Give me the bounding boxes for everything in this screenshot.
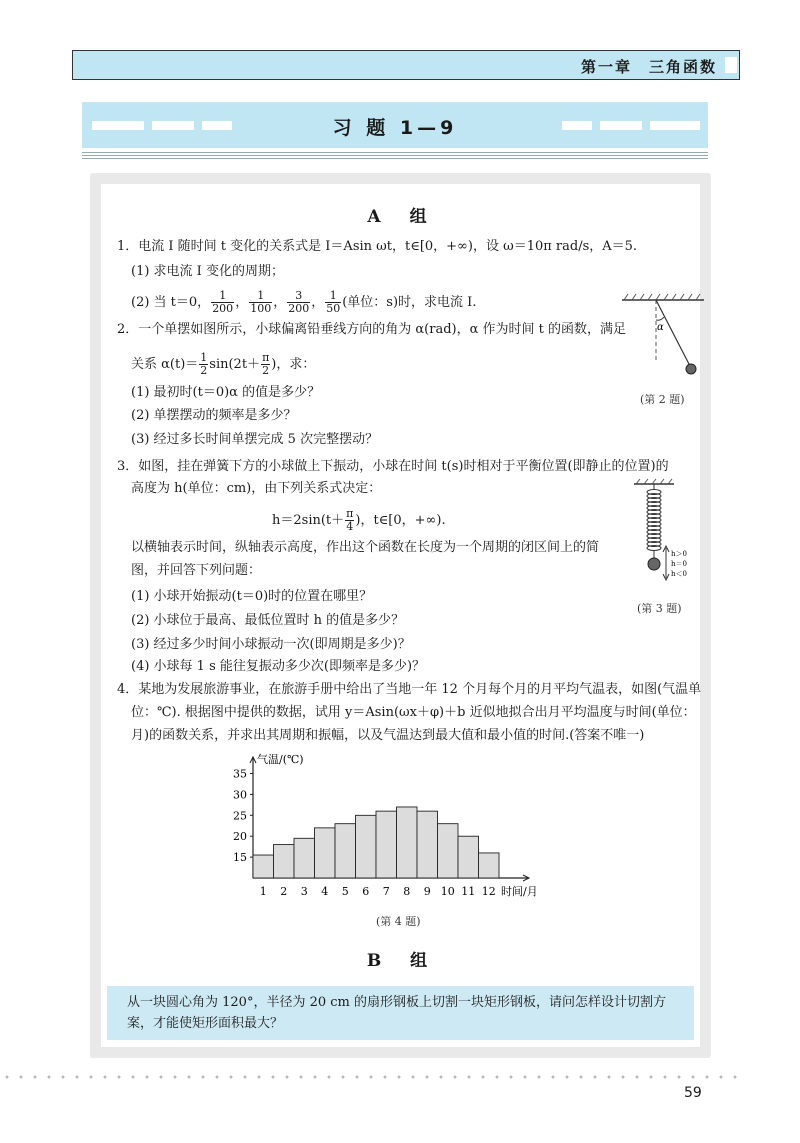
q3-line7: (3) 经过多少时间小球振动一次(即周期是多少)？ — [131, 637, 411, 652]
x-tick-label: 5 — [341, 885, 349, 898]
x-tick-label: 9 — [423, 885, 431, 898]
q3-formula: h＝2sin(t＋ $\frac{\pi}{4}$ )，t∈[0，+∞). — [272, 507, 446, 533]
banner-deco-bar — [562, 121, 592, 130]
chapter-header — [72, 50, 740, 80]
pendulum-figure — [618, 290, 708, 386]
group-b-box — [107, 986, 694, 1040]
q3-line3: 以横轴表示时间，纵轴表示高度，作出这个函数在长度为一个周期的闭区间上的简 — [131, 540, 600, 555]
q4-line3: 月)的函数关系，并求出其周期和振幅，以及气温达到最大值和最小值的时间.(答案不唯一) — [131, 728, 645, 743]
pendulum-string — [656, 300, 690, 366]
label-h-zero: h＝0 — [671, 560, 687, 568]
q1-line1: 1．电流 I 随时间 t 变化的关系式是 I＝Asin ωt，t∈[0，+∞)，设 ω＝10π rad/s，A＝5. — [117, 239, 638, 254]
fraction-1-50: $\frac{1}{50}$ — [326, 289, 341, 315]
pendulum-ball — [686, 364, 696, 374]
y-tick-label: 15 — [233, 851, 247, 865]
exercise-title: 习 题 1—9 — [332, 117, 458, 139]
q3-line8: (4) 小球每 1 s 能往复振动多少次(即频率是多少)？ — [131, 659, 426, 674]
fraction-one-half: $\frac{1}{2}$ — [200, 351, 208, 377]
group-a-title: A 组 — [367, 207, 433, 227]
x-tick-label: 8 — [403, 885, 411, 898]
banner-deco-bar — [650, 121, 700, 130]
x-tick-label: 7 — [382, 885, 390, 898]
q3-line6: (2) 小球位于最高、最低位置时 h 的值是多少？ — [131, 613, 405, 628]
q3-line1: 3．如图，挂在弹簧下方的小球做上下振动，小球在时间 t(s)时相对于平衡位置(即静止的位置)的 — [117, 459, 669, 474]
banner-deco-bar — [600, 121, 642, 130]
banner-rule — [82, 155, 708, 156]
spring-coil — [647, 490, 661, 551]
q3-line5: (1) 小球开始振动(t＝0)时的位置在哪里？ — [131, 589, 373, 604]
bar-month-5 — [335, 824, 356, 878]
q3-line2: 高度为 h(单位：cm)，由下列关系式决定： — [131, 481, 382, 496]
x-tick-label: 4 — [321, 885, 329, 898]
x-tick-label: 3 — [300, 885, 308, 898]
banner-rule — [82, 152, 708, 153]
q1-line3-prefix: (2) 当 t＝0， — [131, 295, 211, 310]
x-tick-label: 10 — [440, 885, 455, 898]
bar-month-6 — [356, 815, 377, 878]
bar-month-3 — [294, 838, 315, 878]
q4-caption: (第 4 题) — [376, 915, 421, 928]
bar-month-1 — [253, 855, 274, 878]
banner-rule — [82, 158, 708, 159]
x-axis-label: 时间/月 — [501, 885, 538, 898]
fraction-pi-over-4: $\frac{\pi}{4}$ — [346, 507, 354, 533]
y-tick-label: 35 — [233, 767, 247, 781]
spring-figure — [626, 476, 706, 596]
q3-caption: (第 3 题) — [637, 602, 682, 615]
q1-line3: (2) 当 t＝0， $\frac{1}{200}$ ， $\frac{1}{100}$ ， $\frac{3}{200}$ ， $\frac{1}{50}$ (单位：s)时，求电流 I. — [131, 289, 477, 315]
chart-bars — [253, 807, 499, 878]
q2-caption: (第 2 题) — [640, 393, 685, 406]
q2-line5: (3) 经过多长时间单摆完成 5 次完整摆动？ — [131, 432, 379, 447]
ceiling-hatch — [624, 294, 700, 300]
x-tick-label: 1 — [259, 885, 267, 898]
angle-arc — [656, 317, 664, 320]
bar-month-2 — [274, 845, 295, 878]
fraction-1-100: $\frac{1}{100}$ — [250, 289, 272, 315]
q1-line2: (1) 求电流 I 变化的周期； — [131, 264, 284, 279]
q4-line2: 位：℃). 根据图中提供的数据，试用 y＝Asin(ωx＋φ)＋b 近似地拟合出月平均温度与时间(单位： — [131, 705, 696, 720]
exercise-banner — [82, 102, 708, 148]
header-tab-decoration — [725, 57, 737, 73]
bar-month-8 — [397, 807, 418, 878]
y-tick-label: 30 — [233, 788, 247, 802]
bar-month-10 — [438, 824, 459, 878]
label-h-negative: h＜0 — [671, 570, 687, 578]
y-tick-label: 25 — [233, 809, 247, 823]
fraction-pi-over-2: $\frac{\pi}{2}$ — [262, 351, 270, 377]
q3-line4: 图，并回答下列问题： — [131, 563, 262, 578]
q1-line3-suffix: (单位：s)时，求电流 I. — [342, 295, 477, 310]
y-axis-label: 气温/(℃) — [257, 753, 304, 766]
group-b-title: B 组 — [366, 951, 434, 971]
x-tick-label: 12 — [481, 885, 496, 898]
bar-month-12 — [479, 853, 500, 878]
q2-line4: (2) 单摆摆动的频率是多少？ — [131, 408, 297, 423]
fraction-1-200: $\frac{1}{200}$ — [212, 289, 234, 315]
footer-dotted-rule — [0, 1075, 745, 1079]
x-tick-label: 6 — [362, 885, 370, 898]
bar-month-9 — [417, 811, 438, 878]
chapter-title: 第一章 三角函数 — [580, 58, 717, 76]
spring-ball — [648, 558, 660, 570]
bar-month-7 — [376, 811, 397, 878]
group-b-question: 从一块圆心角为 120°，半径为 20 cm 的扇形钢板上切割一块矩形钢板，请问怎样设计切割方案，才能使矩形面积最大？ — [127, 995, 666, 1031]
label-h-positive: h＞0 — [671, 550, 687, 558]
x-tick-label: 11 — [461, 885, 476, 898]
alpha-label: α — [657, 322, 664, 333]
x-tick-label: 2 — [280, 885, 288, 898]
bar-month-11 — [458, 836, 479, 878]
q2-line3: (1) 最初时(t＝0)α 的值是多少？ — [131, 385, 321, 400]
y-tick-label: 20 — [233, 830, 247, 844]
q4-line1: 4．某地为发展旅游事业，在旅游手册中给出了当地一年 12 个月每个月的月平均气温表，如图(气温单 — [117, 682, 702, 697]
fraction-3-200: $\frac{3}{200}$ — [288, 289, 310, 315]
q2-line1: 2．一个单摆如图所示，小球偏离铅垂线方向的角为 α(rad)，α 作为时间 t 的函数，满足 — [117, 322, 627, 337]
temperature-bar-chart — [215, 745, 575, 905]
page-number: 59 — [684, 1085, 702, 1101]
q2-line2: 关系 α(t)＝ $\frac{1}{2}$ sin(2t＋ $\frac{\pi}{2}$ )，求： — [131, 351, 316, 377]
bar-month-4 — [315, 828, 336, 878]
